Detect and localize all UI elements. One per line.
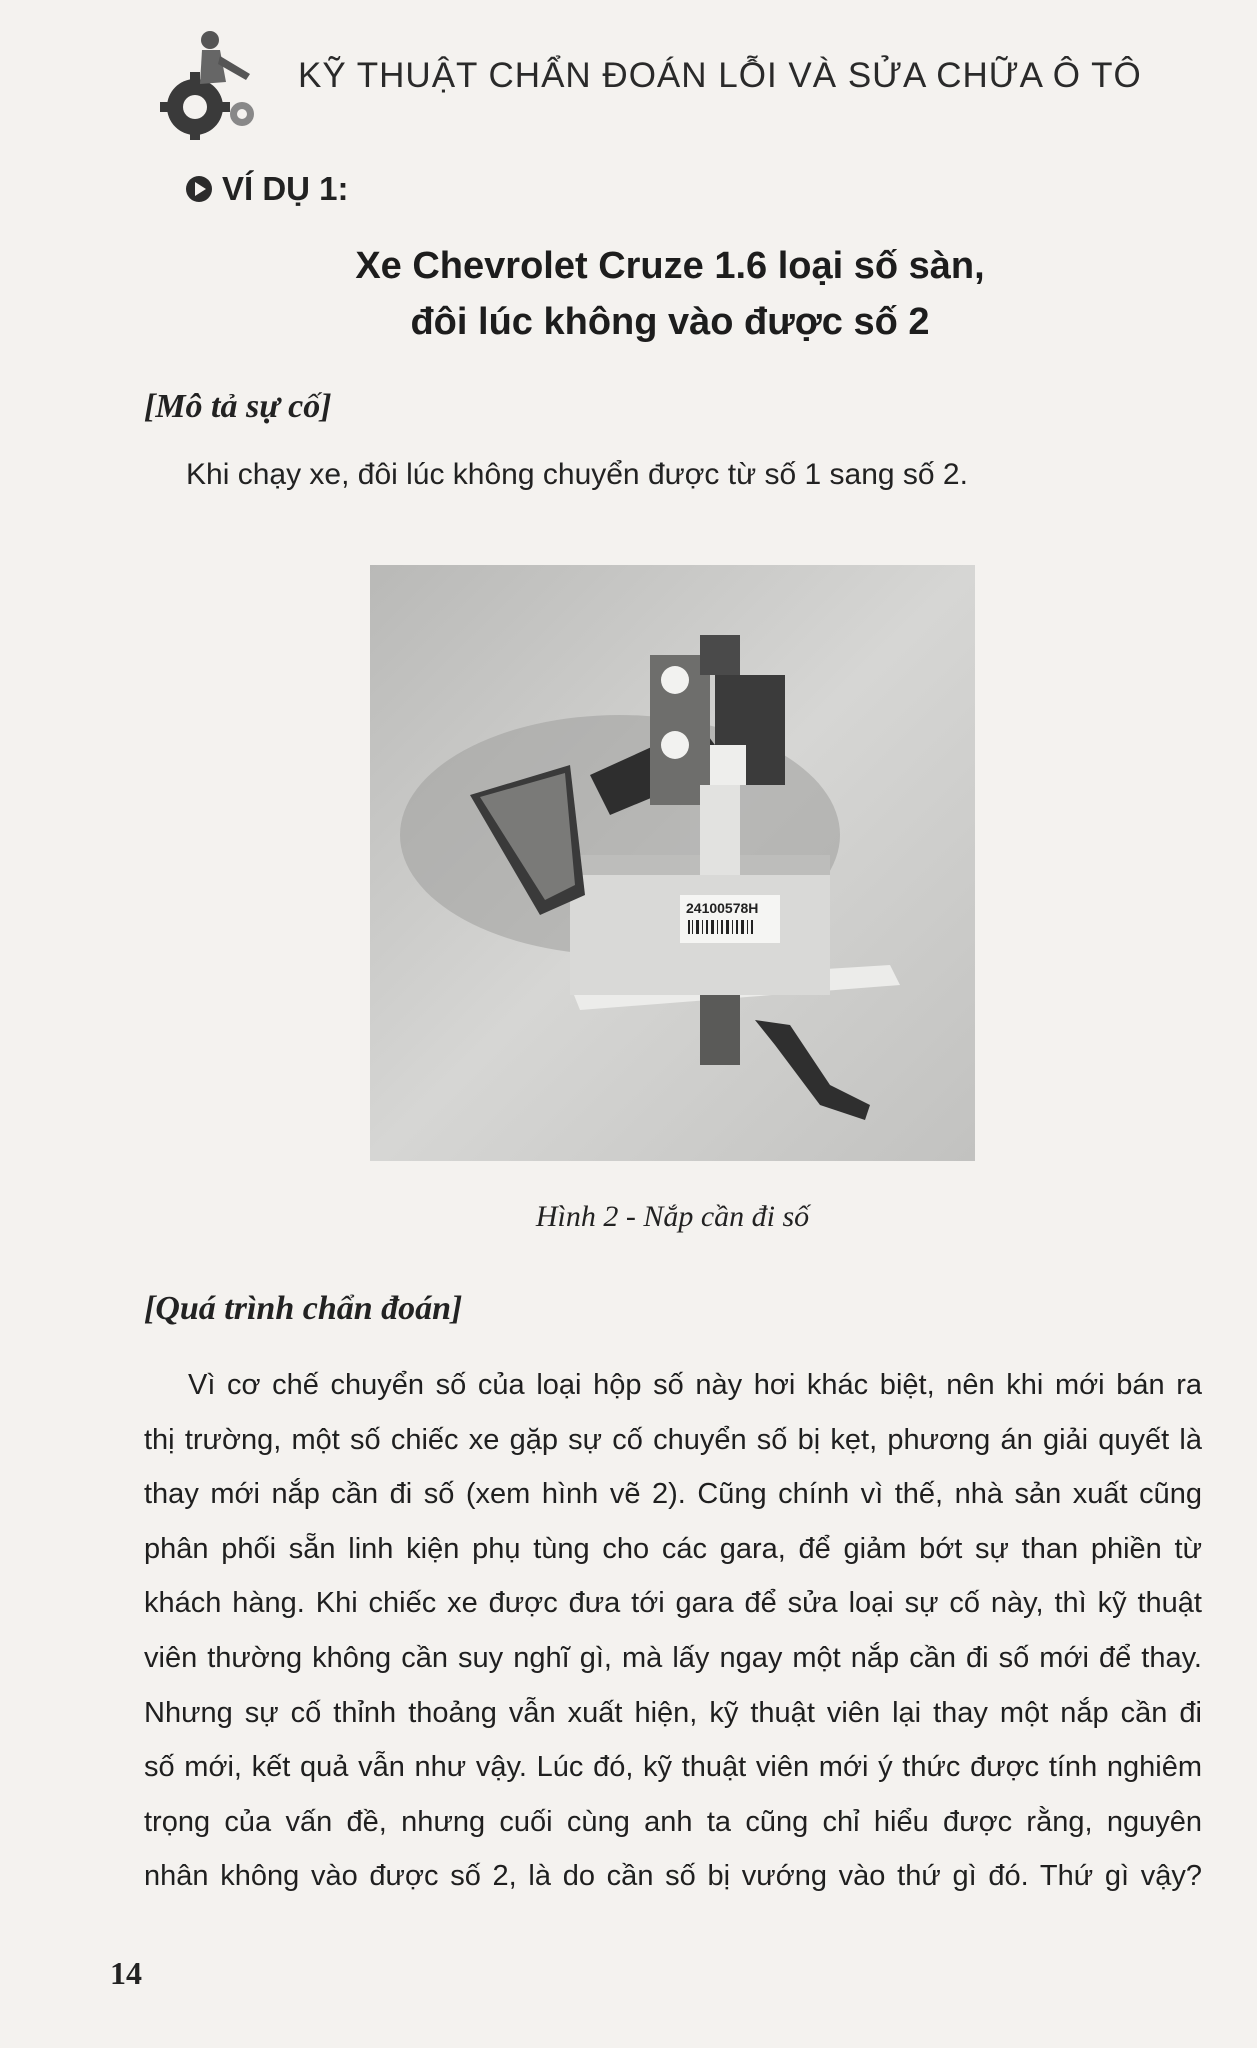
mechanic-gear-icon <box>150 22 260 142</box>
running-header-title: KỸ THUẬT CHẨN ĐOÁN LỖI VÀ SỬA CHỮA Ô TÔ <box>298 56 1142 95</box>
paragraph-line: Vì cơ chế chuyển số của loại hộp số này hơi khác biệt, nên khi mới bán ra <box>188 1369 1202 1401</box>
case-title-line-2: đôi lúc không vào được số 2 <box>410 301 930 343</box>
section-heading-description: [Mô tả sự cố] <box>144 388 332 425</box>
paragraph-line: khách hàng. Khi chiếc xe được đưa tới gara để sửa loại sự cố này, thì kỹ thuật <box>144 1587 1202 1620</box>
paragraph-line: phân phối sẵn linh kiện phụ tùng cho các gara, để giảm bớt sự than phiền từ <box>144 1532 1202 1565</box>
paragraph-line: Nhưng sự cố thỉnh thoảng vẫn xuất hiện, kỹ thuật viên lại thay một nắp cần đi <box>144 1696 1202 1729</box>
paragraph-line: thị trường, một số chiếc xe gặp sự cố chuyển số bị kẹt, phương án giải quyết là <box>144 1423 1202 1456</box>
paragraph-line: trọng của vấn đề, nhưng cuối cùng anh ta cũng chỉ hiểu được rằng, nguyên <box>144 1805 1202 1838</box>
section-heading-diagnosis: [Quá trình chẩn đoán] <box>144 1290 463 1327</box>
description-text: Khi chạy xe, đôi lúc không chuyển được từ số 1 sang số 2. <box>186 458 968 491</box>
paragraph-line: số mới, kết quả vẫn như vậy. Lúc đó, kỹ thuật viên mới ý thức được tính nghiêm <box>144 1751 1202 1784</box>
paragraph-line: thay mới nắp cần đi số (xem hình vẽ 2). Cũng chính vì thế, nhà sản xuất cũng <box>144 1478 1202 1511</box>
paragraph-line: viên thường không cần suy nghĩ gì, mà lấy ngay một nắp cần đi số mới để thay. <box>144 1641 1202 1674</box>
page-number: 14 <box>110 1955 142 1991</box>
figure-shift-lever-cover <box>370 565 975 1161</box>
case-title-line-1: Xe Chevrolet Cruze 1.6 loại số sàn, <box>355 245 985 287</box>
shift-lever-cover-photo <box>370 565 975 1161</box>
play-circle-icon <box>186 176 212 202</box>
figure-caption: Hình 2 - Nắp cần đi số <box>535 1200 810 1233</box>
paragraph-line: nhân không vào được số 2, là do cần số bị vướng vào thứ gì đó. Thứ gì vậy? <box>144 1860 1202 1893</box>
example-label <box>186 170 349 208</box>
example-label-text: VÍ DỤ 1: <box>222 170 349 207</box>
part-number-label: 24100578H <box>686 900 759 916</box>
diagnosis-paragraph <box>144 1358 1202 1904</box>
case-title <box>250 238 1090 350</box>
